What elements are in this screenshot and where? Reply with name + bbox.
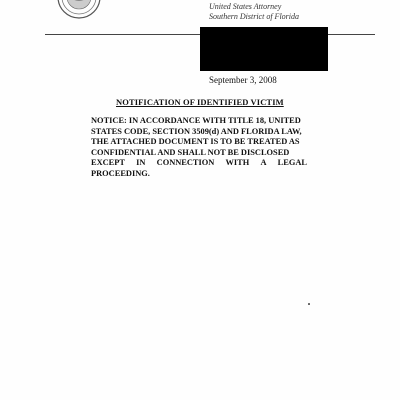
department-seal-icon	[56, 0, 102, 20]
office-title: United States Attorney	[209, 2, 282, 11]
notice-line: CONFIDENTIAL AND SHALL NOT BE DISCLOSED	[91, 147, 290, 157]
notice-line: PROCEEDING.	[91, 168, 150, 178]
redaction-block	[200, 27, 328, 71]
notice-word: A	[260, 158, 267, 168]
notice-word: IN	[136, 158, 146, 168]
office-district: Southern District of Florida	[209, 12, 299, 21]
notice-line-justified	[91, 158, 307, 169]
office-block	[209, 2, 299, 22]
notice-paragraph	[91, 116, 307, 180]
notice-word: WITH	[225, 158, 250, 168]
notice-word: CONNECTION	[156, 158, 215, 168]
notice-line: THE ATTACHED DOCUMENT IS TO BE TREATED AS	[91, 137, 300, 147]
notice-word: EXCEPT	[91, 158, 125, 168]
notice-word: LEGAL	[277, 158, 307, 168]
scan-speck	[308, 303, 310, 305]
notice-line: NOTICE: IN ACCORDANCE WITH TITLE 18, UNITED	[91, 116, 301, 125]
document-heading: NOTIFICATION OF IDENTIFIED VICTIM	[116, 97, 284, 107]
document-date: September 3, 2008	[209, 75, 277, 85]
notice-line: STATES CODE, SECTION 3509(d) AND FLORIDA LAW,	[91, 126, 302, 136]
